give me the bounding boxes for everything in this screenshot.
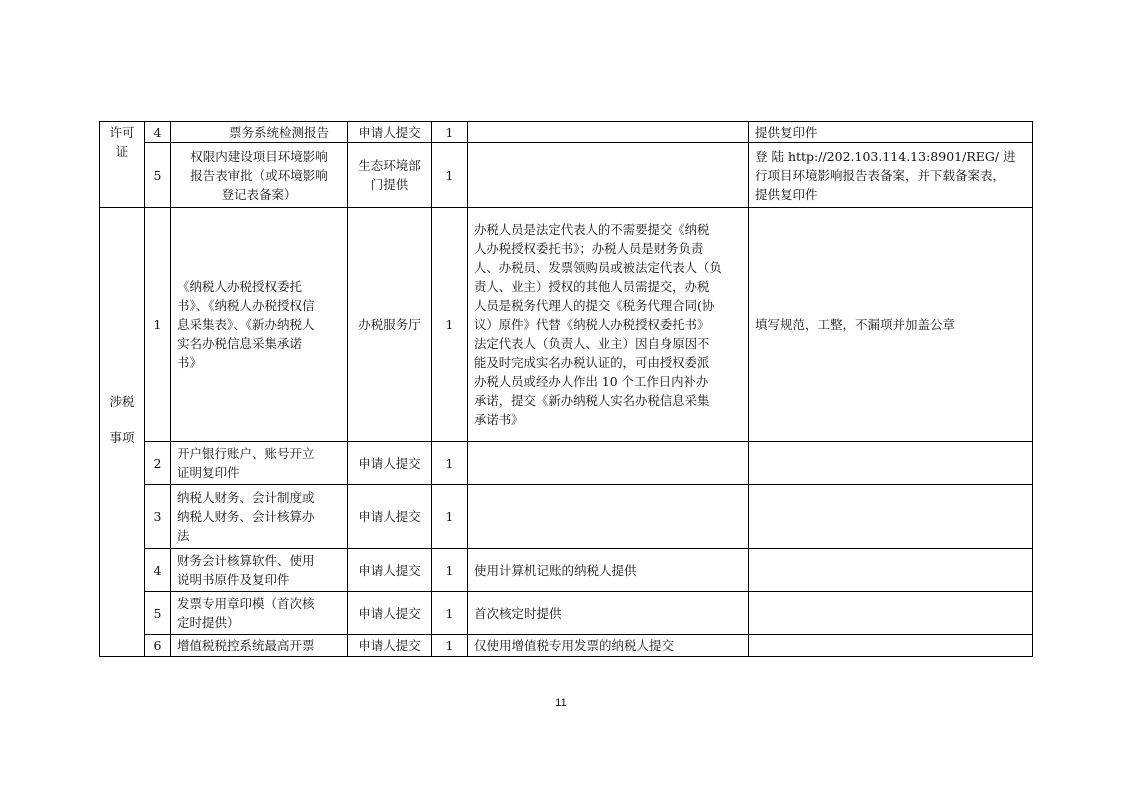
requirement-line: 办税人员或经办人作出 10 个工作日内补办: [474, 374, 709, 389]
material-requirement: [468, 635, 749, 657]
remark-line: 登 陆 http://202.103.114.13:8901/REG/ 进: [755, 148, 1016, 164]
material-remark: [749, 549, 1033, 592]
material-requirement: [468, 485, 749, 549]
table-row: [100, 143, 1033, 208]
material-name-line: 说明书原件及复印件: [177, 572, 290, 587]
material-name-line: 纳税人财务、会计核算办: [177, 509, 315, 524]
requirement-line: 人、办税员、发票领购员或被法定代表人（负: [474, 260, 722, 275]
material-requirement: [468, 208, 749, 442]
category-cell: [100, 122, 145, 208]
material-name-line: 证明复印件: [177, 465, 240, 480]
row-number: 5: [145, 592, 171, 635]
material-name: [171, 485, 348, 549]
requirement-line: 人员是税务代理人的提交《税务代理合同(协: [474, 298, 715, 313]
material-quantity: 1: [432, 208, 468, 442]
material-name-line: 法: [177, 528, 190, 543]
material-name: [171, 143, 348, 208]
material-remark: [749, 485, 1033, 549]
material-source: [348, 208, 432, 442]
row-number: 5: [145, 143, 171, 208]
source-line: 申请人提交: [358, 638, 421, 653]
requirement-line: 仅使用增值税专用发票的纳税人提交: [474, 638, 675, 653]
material-remark: [749, 442, 1033, 485]
material-remark: [749, 122, 1033, 143]
row-number: 3: [145, 485, 171, 549]
material-name-line: 开户银行账户、账号开立: [177, 446, 315, 461]
material-quantity: 1: [432, 635, 468, 657]
row-number: 4: [145, 122, 171, 143]
material-requirement: [468, 549, 749, 592]
requirement-line: 承诺，提交《新办纳税人实名办税信息采集: [474, 393, 710, 408]
table-row: [100, 635, 1033, 657]
table-row: [100, 592, 1033, 635]
material-name-line: 《纳税人办税授权委托: [177, 279, 303, 294]
requirement-line: 人办税授权委托书》；办税人员是财务负责: [474, 241, 704, 256]
materials-table: [99, 121, 1033, 657]
row-number: 4: [145, 549, 171, 592]
table-row: [100, 442, 1033, 485]
material-source: [348, 442, 432, 485]
requirement-line: 能及时完成实名办税认证的，可由授权委派: [474, 355, 710, 370]
table-row: [100, 208, 1033, 442]
requirement-line: 法定代表人（负责人、业主）因自身原因不: [474, 336, 710, 351]
material-name-line: 权限内建设项目环境影响: [190, 148, 328, 164]
material-name-line: 纳税人财务、会计制度或: [177, 490, 315, 505]
requirement-line: 使用计算机记账的纳税人提供: [474, 562, 637, 578]
source-line: 办税服务厅: [358, 317, 421, 332]
material-quantity: 1: [432, 442, 468, 485]
material-source: [348, 143, 432, 208]
source-line: 申请人提交: [358, 605, 421, 621]
material-name-line: 票务系统检测报告: [229, 124, 330, 140]
material-source: [348, 592, 432, 635]
row-number: 6: [145, 635, 171, 657]
material-name: [171, 122, 348, 143]
material-requirement: [468, 592, 749, 635]
source-line: 门提供: [370, 177, 409, 192]
material-quantity: 1: [432, 592, 468, 635]
category-cell: [100, 208, 145, 657]
material-name-line: 增值税税控系统最高开票: [177, 638, 315, 653]
source-line: 申请人提交: [358, 455, 421, 471]
remark-line: 提供复印件: [755, 186, 818, 202]
material-source: [348, 549, 432, 592]
requirement-line: 首次核定时提供: [474, 605, 562, 621]
requirement-line: 议）原件》代替《纳税人办税授权委托书》: [474, 317, 710, 332]
material-quantity: 1: [432, 549, 468, 592]
material-remark: [749, 635, 1033, 657]
material-remark: [749, 143, 1033, 208]
material-name-line: 实名办税信息采集承诺: [177, 336, 303, 351]
material-name-line: 报告表审批（或环境影响: [190, 167, 328, 183]
material-name: [171, 442, 348, 485]
material-name-line: 财务会计核算软件、使用: [177, 553, 315, 568]
row-number: 2: [145, 442, 171, 485]
table-row: [100, 549, 1033, 592]
remark-line: 填写规范，工整，不漏项并加盖公章: [755, 317, 956, 332]
material-name-line: 定时提供）: [177, 615, 240, 630]
category-line: 证: [115, 144, 129, 159]
category-line: 许可: [109, 125, 135, 140]
material-quantity: 1: [432, 485, 468, 549]
material-remark: [749, 592, 1033, 635]
material-name-line: 书》、《纳税人办税授权信: [177, 298, 315, 313]
category-line: 事项: [109, 430, 135, 445]
source-line: 申请人提交: [358, 124, 421, 140]
requirement-line: 承诺书》: [474, 412, 524, 427]
category-line: 涉税: [109, 394, 135, 409]
row-number: 1: [145, 208, 171, 442]
material-source: [348, 122, 432, 143]
material-requirement: [468, 442, 749, 485]
requirement-line: 办税人员是法定代表人的不需要提交《纳税: [474, 222, 710, 237]
page-number: 11: [555, 697, 567, 709]
material-quantity: 1: [432, 143, 468, 208]
material-name-line: 发票专用章印模（首次核: [177, 596, 315, 611]
remark-line: 行项目环境影响报告表备案，并下载备案表，: [755, 167, 1006, 183]
material-requirement: [468, 143, 749, 208]
table-row: [100, 122, 1033, 143]
material-name: [171, 208, 348, 442]
material-name-line: 息采集表》、《新办纳税人: [177, 317, 315, 332]
source-line: 生态环境部: [358, 158, 421, 173]
material-requirement: [468, 122, 749, 143]
material-name: [171, 635, 348, 657]
material-name: [171, 549, 348, 592]
material-remark: [749, 208, 1033, 442]
source-line: 申请人提交: [358, 562, 421, 578]
material-source: [348, 635, 432, 657]
material-name-line: 书》: [177, 355, 203, 370]
remark-line: 提供复印件: [755, 124, 818, 140]
material-quantity: 1: [432, 122, 468, 143]
requirement-line: 责人、业主）授权的其他人员需提交，办税: [474, 279, 710, 294]
table-row: [100, 485, 1033, 549]
material-name-line: 登记表备案）: [221, 186, 297, 202]
material-source: [348, 485, 432, 549]
material-name: [171, 592, 348, 635]
source-line: 申请人提交: [358, 509, 421, 524]
